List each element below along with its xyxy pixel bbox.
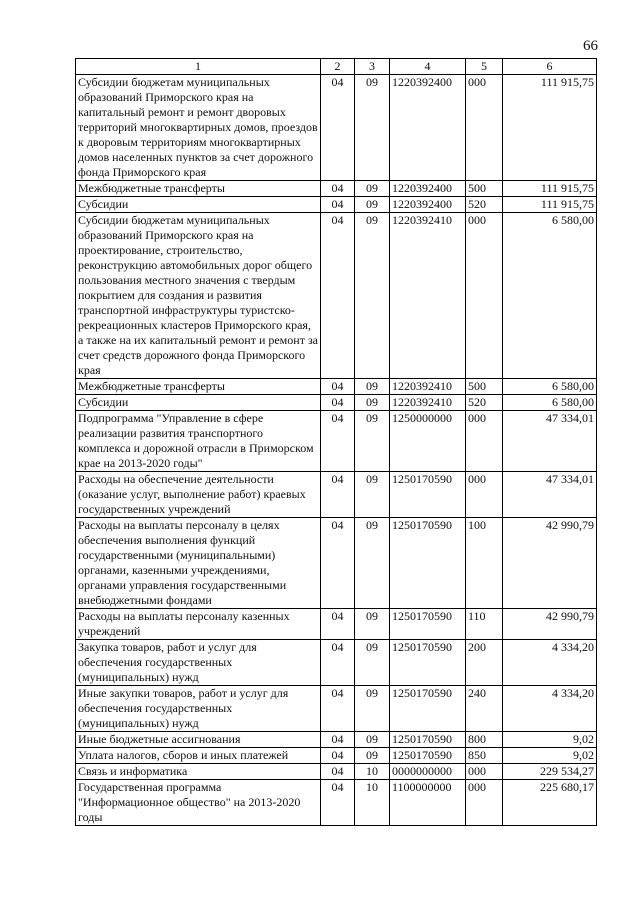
table-row (76, 780, 597, 826)
row-target-code: 1220392410 (390, 379, 466, 395)
row-amount: 47 334,01 (503, 411, 597, 472)
row-amount: 4 334,20 (503, 686, 597, 732)
row-subsection: 10 (355, 764, 390, 780)
row-section: 04 (321, 732, 355, 748)
row-section: 04 (321, 75, 355, 181)
row-subsection: 09 (355, 748, 390, 764)
row-amount: 9,02 (503, 732, 597, 748)
row-expense-type: 000 (466, 411, 503, 472)
row-expense-type: 100 (466, 518, 503, 609)
row-name: Расходы на выплаты персоналу в целях обеспечения выполнения функций государственными (муниципальными) органами, казенными учреждениями, органами управления государственными внебюджетными фондами (76, 518, 321, 609)
table-row (76, 764, 597, 780)
column-header: 1 (76, 59, 321, 75)
row-subsection: 09 (355, 686, 390, 732)
row-amount: 111 915,75 (503, 197, 597, 213)
table-row (76, 379, 597, 395)
row-target-code: 1100000000 (390, 780, 466, 826)
row-subsection: 09 (355, 732, 390, 748)
row-name: Иные закупки товаров, работ и услуг для обеспечения государственных (муниципальных) нужд (76, 686, 321, 732)
row-section: 04 (321, 609, 355, 640)
row-target-code: 1220392410 (390, 395, 466, 411)
row-expense-type: 800 (466, 732, 503, 748)
table-row (76, 411, 597, 472)
row-name: Закупка товаров, работ и услуг для обеспечения государственных (муниципальных) нужд (76, 640, 321, 686)
header-row (76, 59, 597, 75)
row-subsection: 09 (355, 75, 390, 181)
budget-table (75, 58, 597, 826)
row-target-code: 1220392400 (390, 75, 466, 181)
row-expense-type: 000 (466, 780, 503, 826)
row-section: 04 (321, 181, 355, 197)
row-name: Иные бюджетные ассигнования (76, 732, 321, 748)
table-row (76, 518, 597, 609)
row-name: Подпрограмма "Управление в сфере реализации развития транспортного комплекса и дорожной отрасли в Приморском крае на 2013-2020 годы" (76, 411, 321, 472)
row-subsection: 09 (355, 395, 390, 411)
row-subsection: 09 (355, 411, 390, 472)
row-section: 04 (321, 213, 355, 379)
row-section: 04 (321, 748, 355, 764)
row-section: 04 (321, 411, 355, 472)
row-subsection: 09 (355, 213, 390, 379)
row-name: Связь и информатика (76, 764, 321, 780)
table-row (76, 213, 597, 379)
row-name: Субсидии бюджетам муниципальных образований Приморского края на капитальный ремонт и ремонт дворовых территорий многоквартирных домов, проездов к дворовым территориям многоквартирных домов населенных пунктов за счет дорожного фонда Приморского края (76, 75, 321, 181)
row-target-code: 1220392400 (390, 181, 466, 197)
table-row (76, 181, 597, 197)
column-header: 5 (466, 59, 503, 75)
row-section: 04 (321, 518, 355, 609)
table-row (76, 640, 597, 686)
row-section: 04 (321, 379, 355, 395)
row-subsection: 09 (355, 640, 390, 686)
table-row (76, 197, 597, 213)
row-expense-type: 520 (466, 197, 503, 213)
row-target-code: 1250170590 (390, 518, 466, 609)
table-row (76, 75, 597, 181)
row-section: 04 (321, 780, 355, 826)
row-target-code: 1250170590 (390, 472, 466, 518)
row-expense-type: 500 (466, 379, 503, 395)
row-amount: 4 334,20 (503, 640, 597, 686)
row-amount: 9,02 (503, 748, 597, 764)
row-subsection: 09 (355, 518, 390, 609)
row-target-code: 1220392400 (390, 197, 466, 213)
table-body (76, 75, 597, 826)
row-name: Межбюджетные трансферты (76, 181, 321, 197)
row-section: 04 (321, 197, 355, 213)
row-amount: 6 580,00 (503, 379, 597, 395)
row-expense-type: 500 (466, 181, 503, 197)
row-target-code: 1250170590 (390, 732, 466, 748)
row-expense-type: 000 (466, 472, 503, 518)
row-amount: 111 915,75 (503, 75, 597, 181)
row-amount: 229 534,27 (503, 764, 597, 780)
row-target-code: 1250170590 (390, 748, 466, 764)
row-section: 04 (321, 686, 355, 732)
row-section: 04 (321, 640, 355, 686)
row-expense-type: 520 (466, 395, 503, 411)
row-subsection: 09 (355, 181, 390, 197)
row-subsection: 10 (355, 780, 390, 826)
table-row (76, 732, 597, 748)
row-name: Государственная программа "Информационное общество" на 2013-2020 годы (76, 780, 321, 826)
column-header: 3 (355, 59, 390, 75)
table-row (76, 609, 597, 640)
row-target-code: 1250000000 (390, 411, 466, 472)
row-subsection: 09 (355, 197, 390, 213)
row-target-code: 1220392410 (390, 213, 466, 379)
column-header: 4 (390, 59, 466, 75)
row-name: Уплата налогов, сборов и иных платежей (76, 748, 321, 764)
row-expense-type: 240 (466, 686, 503, 732)
column-header: 6 (503, 59, 597, 75)
row-subsection: 09 (355, 379, 390, 395)
row-target-code: 0000000000 (390, 764, 466, 780)
page-number: 66 (583, 38, 598, 54)
table-row (76, 686, 597, 732)
row-name: Расходы на обеспечение деятельности (оказание услуг, выполнение работ) краевых государственных учреждений (76, 472, 321, 518)
row-amount: 6 580,00 (503, 213, 597, 379)
row-amount: 111 915,75 (503, 181, 597, 197)
row-target-code: 1250170590 (390, 640, 466, 686)
row-expense-type: 000 (466, 764, 503, 780)
row-name: Межбюджетные трансферты (76, 379, 321, 395)
row-expense-type: 000 (466, 75, 503, 181)
row-amount: 6 580,00 (503, 395, 597, 411)
table-row (76, 472, 597, 518)
row-subsection: 09 (355, 472, 390, 518)
row-name: Субсидии бюджетам муниципальных образований Приморского края на проектирование, строительство, реконструкцию автомобильных дорог общего пользования местного значения с твердым покрытием для создания и развития транспортной инфраструктуры туристско-рекреационных кластеров Приморского края, а также на их капитальный ремонт и ремонт за счет средств дорожного фонда Приморского края (76, 213, 321, 379)
row-name: Субсидии (76, 197, 321, 213)
table-row (76, 395, 597, 411)
column-header: 2 (321, 59, 355, 75)
row-amount: 47 334,01 (503, 472, 597, 518)
row-amount: 42 990,79 (503, 518, 597, 609)
row-target-code: 1250170590 (390, 686, 466, 732)
row-name: Субсидии (76, 395, 321, 411)
row-expense-type: 110 (466, 609, 503, 640)
row-amount: 225 680,17 (503, 780, 597, 826)
row-expense-type: 000 (466, 213, 503, 379)
row-amount: 42 990,79 (503, 609, 597, 640)
row-target-code: 1250170590 (390, 609, 466, 640)
row-section: 04 (321, 472, 355, 518)
table-row (76, 748, 597, 764)
row-expense-type: 850 (466, 748, 503, 764)
row-section: 04 (321, 764, 355, 780)
row-expense-type: 200 (466, 640, 503, 686)
row-section: 04 (321, 395, 355, 411)
row-subsection: 09 (355, 609, 390, 640)
row-name: Расходы на выплаты персоналу казенных учреждений (76, 609, 321, 640)
